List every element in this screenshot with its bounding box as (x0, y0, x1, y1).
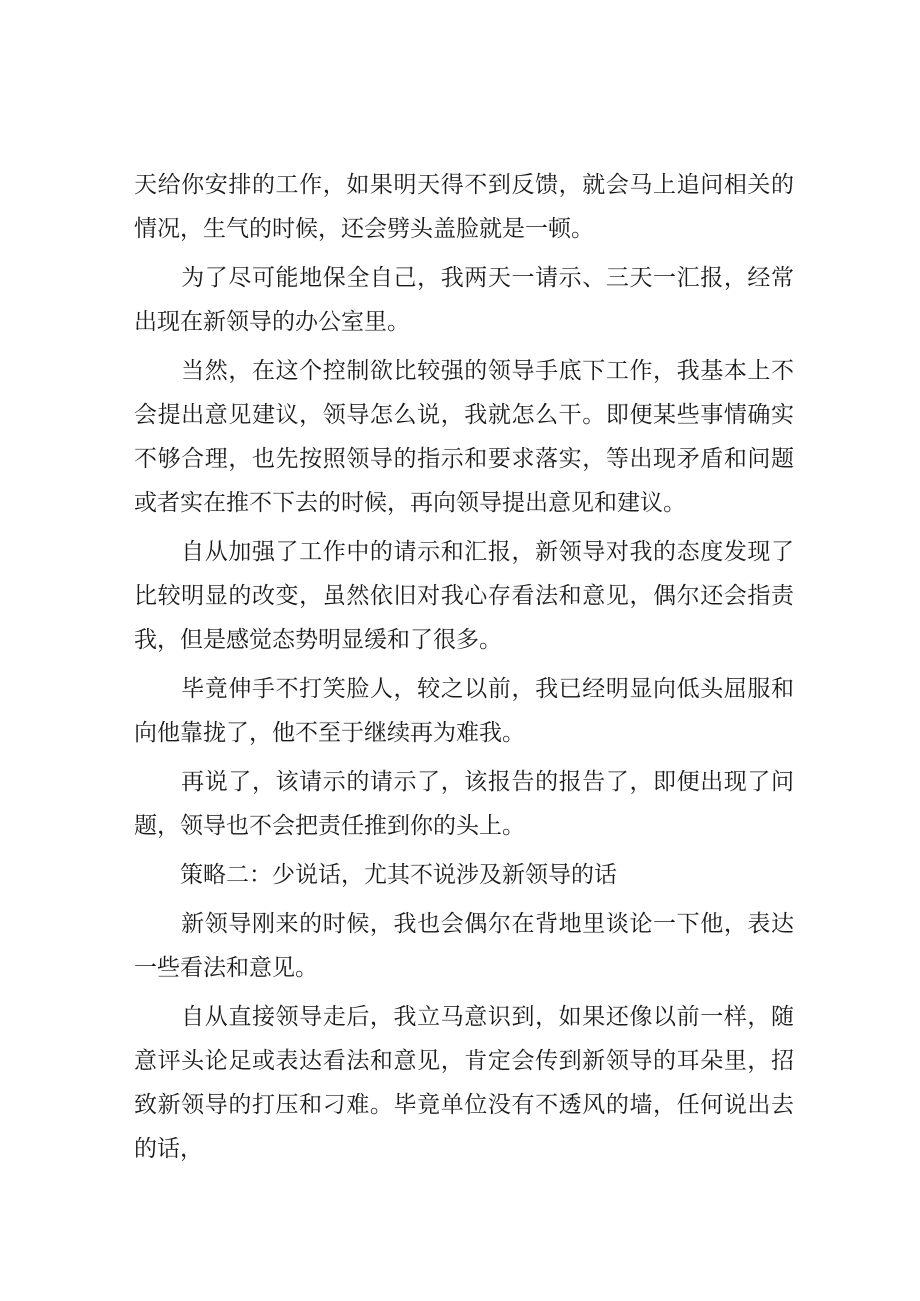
paragraph-responsibility: 再说了，该请示的请示了，该报告的报告了，即便出现了问题，领导也不会把责任推到你的头上。 (134, 769, 794, 839)
paragraph-talk-behind-back: 新领导刚来的时候，我也会偶尔在背地里谈论一下他，表达一些看法和意见。 (134, 911, 794, 981)
paragraph-attitude-change: 自从加强了工作中的请示和汇报，新领导对我的态度发现了比较明显的改变，虽然依旧对我心存看法和意见，偶尔还会指责我，但是感觉态势明显缓和了很多。 (134, 539, 794, 653)
paragraph-no-suggestions: 当然，在这个控制欲比较强的领导手底下工作，我基本上不会提出意见建议，领导怎么说，我就怎么干。即便某些事情确实不够合理，也先按照领导的指示和要求落实，等出现矛盾和问题或者实在推不下去的时候，再向领导提出意见和建议。 (134, 358, 794, 516)
section-heading-strategy-two: 策略二：少说话，尤其不说涉及新领导的话 (134, 862, 617, 888)
paragraph-realization: 自从直接领导走后，我立马意识到，如果还像以前一样，随意评头论足或表达看法和意见，肯定会传到新领导的耳朵里，招致新领导的打压和刁难。毕竟单位没有不透风的墙，任何说出去的话， (134, 1004, 794, 1162)
paragraph-continuation: 天给你安排的工作，如果明天得不到反馈，就会马上追问相关的情况，生气的时候，还会劈头盖脸就是一顿。 (134, 172, 794, 242)
document-body (134, 163, 794, 1171)
paragraph-smiling-face: 毕竟伸手不打笑脸人，较之以前，我已经明显向低头屈服和向他靠拢了，他不至于继续再为难我。 (134, 676, 794, 746)
paragraph-report-frequently: 为了尽可能地保全自己，我两天一请示、三天一汇报，经常出现在新领导的办公室里。 (134, 265, 794, 335)
